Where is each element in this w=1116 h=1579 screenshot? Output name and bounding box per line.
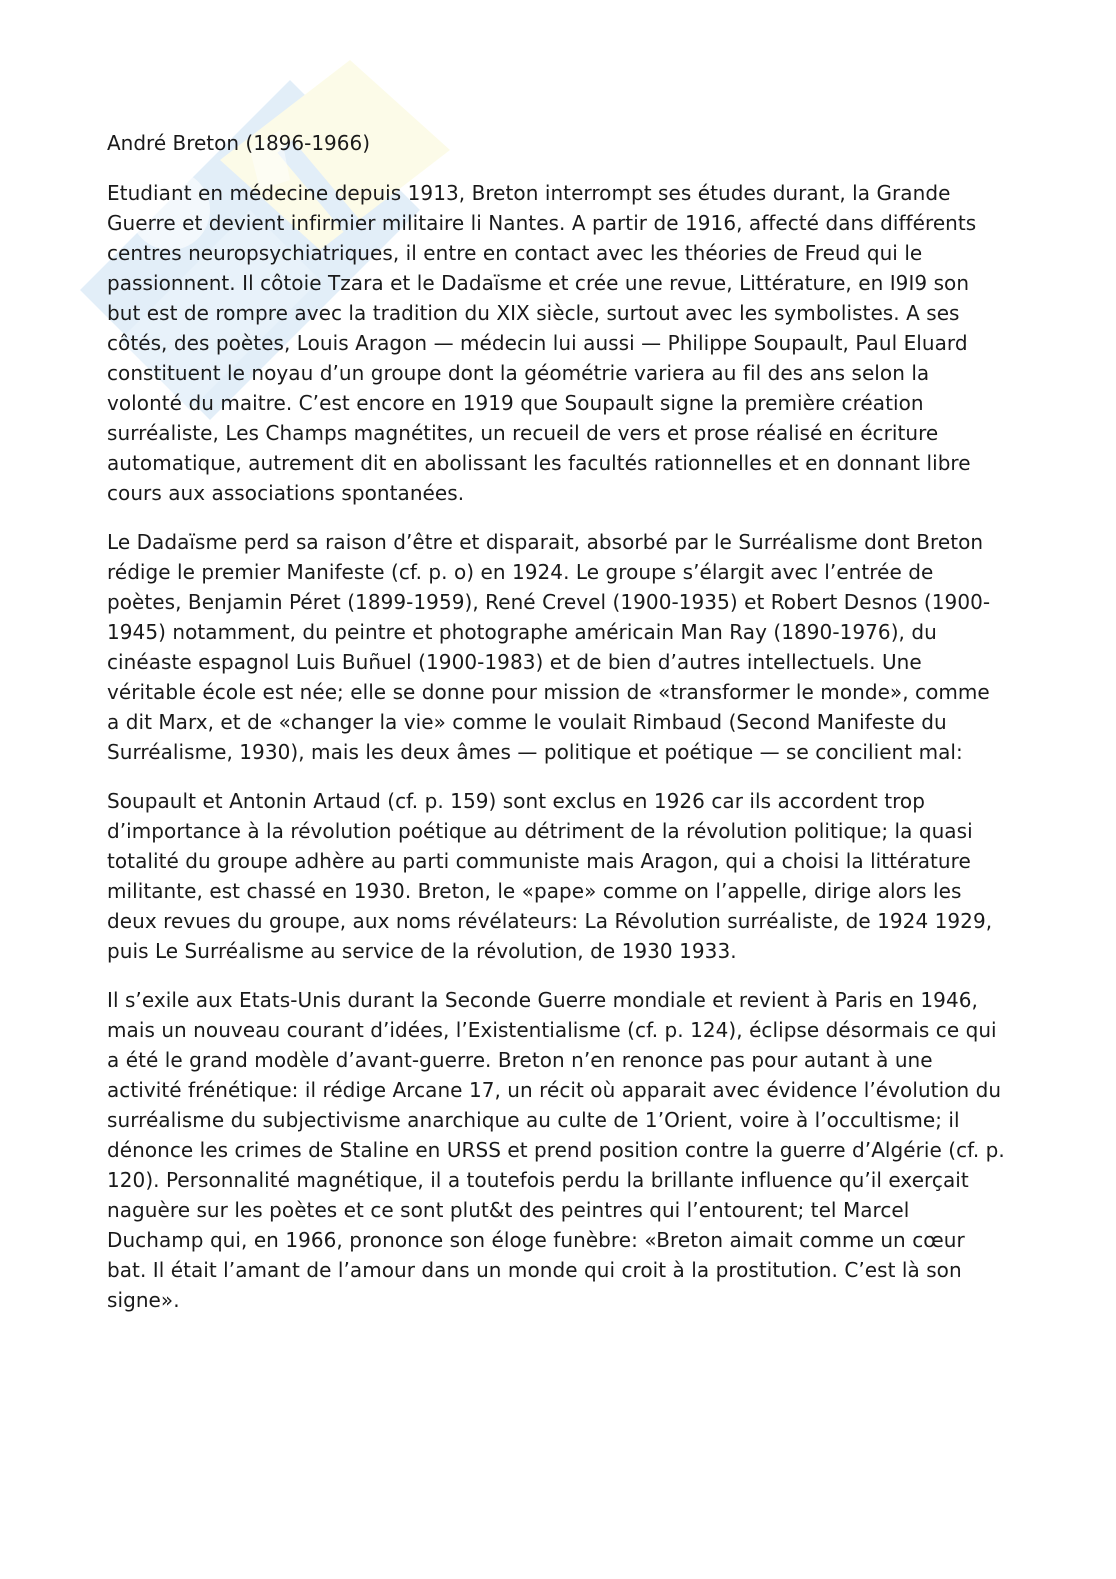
paragraph-3: Soupault et Antonin Artaud (cf. p. 159) sont exclus en 1926 car ils accordent trop d’importance à la révolution poétique au détriment de la révolution politique; la quasi totalité du groupe adhère au parti communiste mais Aragon, qui a choisi la littérature militante, est chassé en 1930. Breton, le «pape» comme on l’appelle, dirige alors les deux revues du groupe, aux noms révélateurs: La Révolution surréaliste, de 1924 1929, puis Le Surréalisme au service de la révolution, de 1930 1933. — [107, 789, 993, 963]
document-title: André Breton (1896-1966) — [107, 131, 371, 155]
paragraph-1: Etudiant en médecine depuis 1913, Breton interrompt ses études durant, la Grande Guerre et devient infirmier militaire li Nantes. A partir de 1916, affecté dans différents centres neuropsychiatriques, il entre en contact avec les théories de Freud qui le passionnent. Il côtoie Tzara et le Dadaïsme et crée une revue, Littérature, en I9I9 son but est de rompre avec la tradition du XIX siècle, surtout avec les symbolistes. A ses côtés, des poètes, Louis Aragon — médecin lui aussi — Philippe Soupault, Paul Eluard constituent le noyau d’un groupe dont la géométrie variera au fil des ans selon la volonté du maitre. C’est encore en 1919 que Soupault signe la première création surréaliste, Les Champs magnétites, un recueil de vers et prose réalisé en écriture automatique, autrement dit en abolissant les facultés rationnelles et en donnant libre cours aux associations spontanées. — [107, 181, 977, 505]
paragraph-2: Le Dadaïsme perd sa raison d’être et disparait, absorbé par le Surréalisme dont Breton rédige le premier Manifeste (cf. p. o) en 1924. Le groupe s’élargit avec l’entrée de poètes, Benjamin Péret (1899-1959), René Crevel (1900-1935) et Robert Desnos (1900-1945) notamment, du peintre et photographe américain Man Ray (1890-1976), du cinéaste espagnol Luis Buñuel (1900-1983) et de bien d’autres intellectuels. Une véritable école est née; elle se donne pour mission de «transformer le monde», comme a dit Marx, et de «changer la vie» comme le voulait Rimbaud (Second Manifeste du Surréalisme, 1930), mais les deux âmes — politique et poétique — se concilient mal: — [107, 530, 991, 764]
paragraph-4: Il s’exile aux Etats-Unis durant la Seconde Guerre mondiale et revient à Paris en 1946, mais un nouveau courant d’idées, l’Existentialisme (cf. p. 124), éclipse désormais ce qui a été le grand modèle d’avant-guerre. Breton n’en renonce pas pour autant à une activité frénétique: il rédige Arcane 17, un récit où apparait avec évidence l’évolution du surréalisme du subjectivisme anarchique au culte de 1’Orient, voire à l’occultisme; il dénonce les crimes de Staline en URSS et prend position contre la guerre d’Algérie (cf. p. 120). Personnalité magnétique, il a toutefois perdu la brillante influence qu’il exerçait naguère sur les poètes et ce sont plut&t des peintres qui l’entourent; tel Marcel Duchamp qui, en 1966, prononce son éloge funèbre: «Breton aimait comme un cœur bat. Il était l’amant de l’amour dans un monde qui croit à la prostitution. C’est là son signe». — [107, 988, 1005, 1312]
document-page — [107, 128, 1007, 1334]
